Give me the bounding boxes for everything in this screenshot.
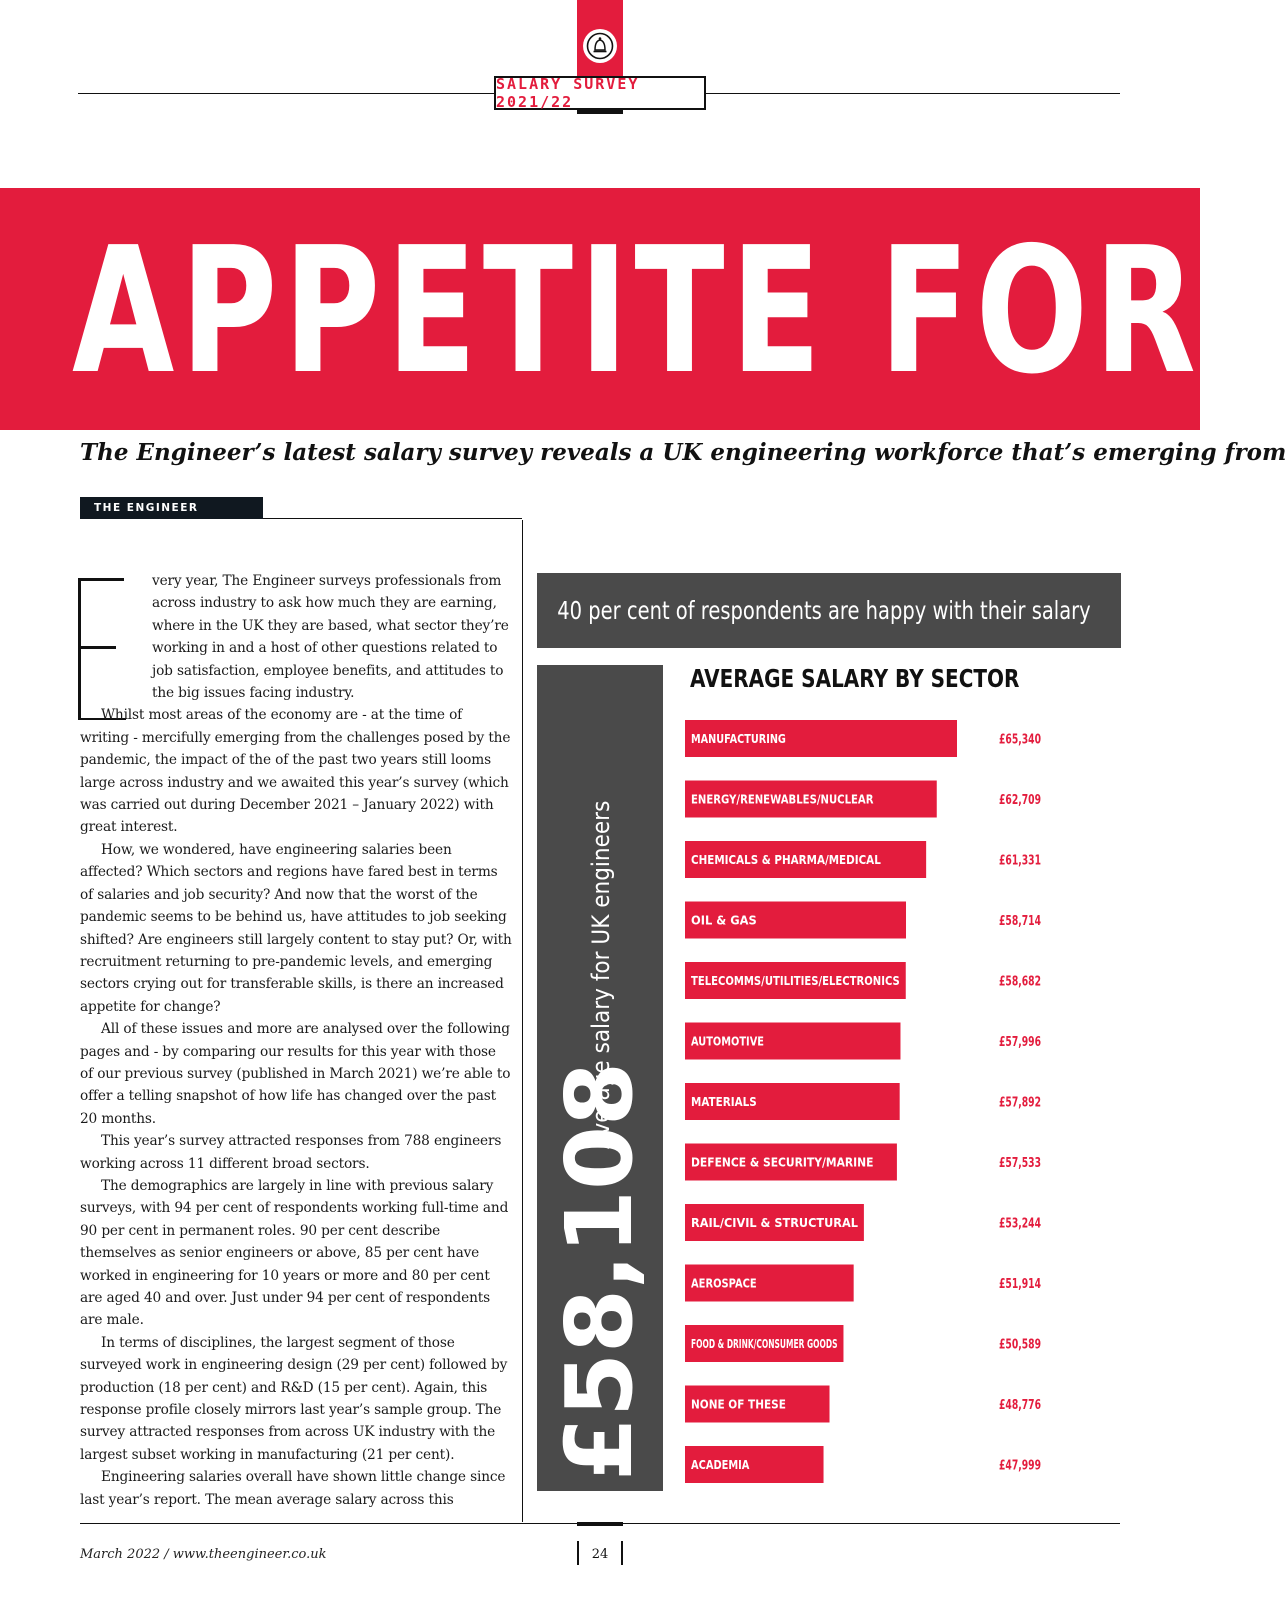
average-salary-value: £58,108 (546, 1061, 653, 1481)
bar-category-label: CHEMICALS & PHARMA/MEDICAL (691, 852, 881, 867)
average-salary-label: Average salary for UK engineers (587, 800, 615, 1149)
bar-category-label: RAIL/CIVIL & STRUCTURAL (691, 1215, 858, 1230)
reports-tag: THE ENGINEER REPORTS (80, 497, 263, 519)
bar-value-label: £65,340 (999, 732, 1041, 748)
article-paragraph: very year, The Engineer surveys professionals from across industry to ask how much they are earning, where in the UK they are based, what sector they’re working in and a host of other questions related to job satisfaction, employee benefits, and attitudes to the big issues facing industry. (152, 573, 509, 702)
stat-banner (537, 573, 1121, 648)
column-divider (522, 520, 523, 1522)
bar-value-label: £61,331 (999, 853, 1041, 869)
footer-date-site: March 2022 / www.theengineer.co.uk (80, 1547, 327, 1562)
bar-category-label: ACADEMIA (691, 1457, 750, 1472)
bar-value-label: £53,244 (999, 1216, 1041, 1232)
footer-rule-nub (577, 1522, 623, 1526)
bell-emblem-icon (583, 29, 617, 63)
bar-category-label: MATERIALS (691, 1094, 757, 1109)
page-num-bar-left (577, 1541, 579, 1565)
page-number: 24 (591, 1547, 609, 1562)
bar-value-label: £47,999 (999, 1458, 1041, 1474)
article-paragraph: How, we wondered, have engineering salaries been affected? Which sectors and regions have fared best in terms of salaries and job security? And now that the worst of the pandemic seems to be behind us, have attitudes to job seeking shifted? Are engineers still largely content to stay put? Or, with recruitment returning to pre-pandemic levels, and emerging sectors crying out for transferable skills, is there an increased appetite for change? (80, 841, 512, 1015)
stat-banner-text: 40 per cent of respondents are happy with their salary (557, 596, 1091, 625)
bar-category-label: FOOD & DRINK/CONSUMER GOODS (691, 1336, 838, 1351)
tag-rule (263, 518, 522, 519)
bar-category-label: MANUFACTURING (691, 731, 786, 746)
bar-category-label: AUTOMOTIVE (691, 1033, 764, 1049)
bar-category-label: AEROSPACE (691, 1275, 757, 1291)
average-salary-panel (537, 665, 663, 1491)
headline-title: APPETITE FOR (72, 210, 1203, 413)
sector-salary-chart (685, 720, 1125, 1500)
bar-value-label: £58,682 (999, 974, 1041, 990)
bar-value-label: £48,776 (999, 1398, 1041, 1413)
article-paragraph: Whilst most areas of the economy are - at the time of writing - mercifully emerging from the challenges posed by the pandemic, the impact of the of the past two years still looms large across industry and we awaited this year’s survey (which was carried out during December 2021 – January 2022) with great interest. (80, 707, 511, 836)
bar-value-label: £57,533 (999, 1156, 1041, 1171)
bar-category-label: OIL & GAS (691, 912, 757, 928)
article-paragraph: In terms of disciplines, the largest segment of those surveyed work in engineering design (29 per cent) followed by production (18 per cent) and R&D (15 per cent). Again, this response profile closely mirrors last year’s sample group. The survey attracted responses from across UK industry with the largest subset working in manufacturing (21 per cent). (80, 1334, 508, 1463)
section-label-underline (577, 110, 623, 114)
article-paragraph: This year’s survey attracted responses from 788 engineers working across 11 different broad sectors. (80, 1133, 502, 1172)
standfirst: The Engineer’s latest salary survey reveals a UK engineering workforce that’s emerging from (80, 439, 1286, 466)
bar-value-label: £57,892 (999, 1095, 1041, 1111)
article-paragraph: Engineering salaries overall have shown little change since last year’s report. The mean average salary across this (80, 1469, 506, 1508)
article-paragraph: The demographics are largely in line with previous salary surveys, with 94 per cent of respondents working full-time and 90 per cent in permanent roles. 90 per cent describe themselves as senior engineers or above, 85 per cent have worked in engineering for 10 years or more and 80 per cent are aged 40 and over. Just under 94 per cent of respondents are male. (80, 1177, 509, 1329)
bar-value-label: £51,914 (999, 1277, 1041, 1292)
bar-category-label: TELECOMMS/UTILITIES/ELECTRONICS (691, 973, 900, 988)
bar-value-label: £57,996 (999, 1035, 1041, 1050)
bar-value-label: £62,709 (999, 793, 1041, 808)
article-paragraph: All of these issues and more are analysed over the following pages and - by comparing our results for this year with those of our previous survey (published in March 2021) we’re able to offer a telling snapshot of how life has changed over the past 20 months. (80, 1021, 511, 1127)
bar-category-label: NONE OF THESE (691, 1396, 786, 1412)
bar-category-label: ENERGY/RENEWABLES/NUCLEAR (691, 791, 874, 807)
header-rule-left (78, 93, 494, 94)
header-rule-right (706, 93, 1120, 94)
chart-title: AVERAGE SALARY BY SECTOR (690, 664, 1020, 693)
bar-value-label: £58,714 (999, 914, 1041, 929)
page-num-bar-right (621, 1541, 623, 1565)
article-body (80, 570, 512, 1508)
bar-category-label: DEFENCE & SECURITY/MARINE (691, 1154, 874, 1170)
bar-value-label: £50,589 (999, 1337, 1041, 1353)
section-label: SALARY SURVEY 2021/22 (494, 76, 706, 110)
